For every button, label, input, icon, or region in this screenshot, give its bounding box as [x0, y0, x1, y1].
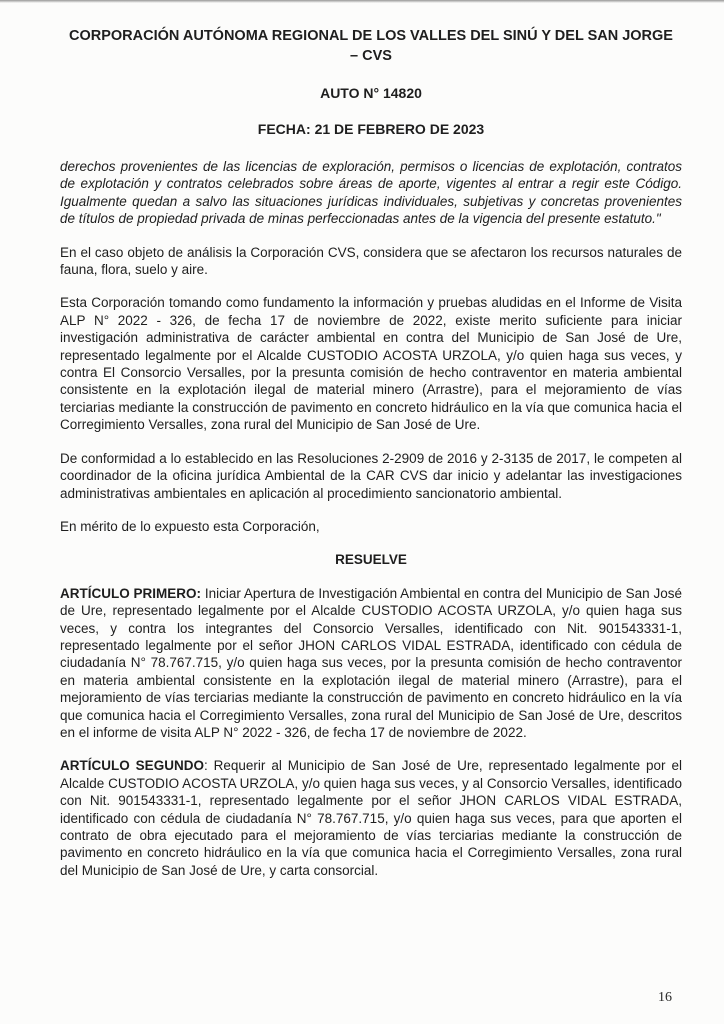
- articulo-primero-paragraph: [60, 585, 682, 742]
- quoted-statute-paragraph: derechos provenientes de las licencias de exploración, permisos o licencias de explotación, contratos de explotación y contratos celebrados sobre áreas de aporte, vigentes al entrar a regir este Código. Igualmente quedan a salvo las situaciones jurídicas individuales, subjetivas y concretas provenientes de títulos de propiedad privada de minas perfeccionadas antes de la vigencia del presente estatuto.": [60, 159, 682, 227]
- articulo-segundo-paragraph: [60, 757, 682, 879]
- articulo-primero-label: ARTÍCULO PRIMERO:: [60, 585, 202, 601]
- scan-top-edge-artifact: [0, 0, 724, 3]
- merit-paragraph: En mérito de lo expuesto esta Corporación,: [60, 518, 320, 534]
- conformity-paragraph: De conformidad a lo establecido en las Resoluciones 2-2909 de 2016 y 2-3135 de 2017, le competen al coordinador de la oficina jurídica Ambiental de la CAR CVS dar inicio y adelantar las investigaciones administrativas ambientales en aplicación al procedimiento sancionatorio ambiental.: [60, 450, 682, 501]
- auto-number-line: AUTO N° 14820: [320, 85, 422, 101]
- document-content: [60, 26, 682, 879]
- foundation-paragraph: Esta Corporación tomando como fundamento la información y pruebas aludidas en el Informe de Visita ALP N° 2022 - 326, de fecha 17 de noviembre de 2022, existe merito suficiente para iniciar investigación administrativa de carácter ambiental en contra del Municipio de San José de Ure, representado legalmente por el Alcalde CUSTODIO ACOSTA URZOLA, y/o quien haga sus veces, y contra El Consorcio Versalles, por la presunta comisión de hecho contraventor en materia ambiental consistente en la explotación ilegal de material minero (Arrastre), para el mejoramiento de vías terciarias mediante la construcción de pavimento en concreto hidráulico en la vía que comunica hacia el Corregimiento Versalles, zona rural del Municipio de San José de Ure.: [60, 295, 682, 433]
- analysis-paragraph: En el caso objeto de análisis la Corporación CVS, considera que se afectaron los recursos naturales de fauna, flora, suelo y aire.: [60, 244, 682, 278]
- page-number: 16: [658, 990, 672, 1005]
- document-date-line: FECHA: 21 DE FEBRERO DE 2023: [257, 121, 485, 137]
- resuelve-heading: RESUELVE: [335, 552, 407, 568]
- articulo-segundo-label: ARTÍCULO SEGUNDO: [60, 758, 204, 774]
- document-header: [60, 26, 682, 137]
- articulo-primero-text: Iniciar Apertura de Investigación Ambiental en contra del Municipio de San José de Ure, representado legalmente por el Alcalde CUSTODIO ACOSTA URZOLA, y/o quien haga sus veces, y contra los integrantes del Consorcio Versalles, identificado con Nit. 901543331-1, representado legalmente por el señor JHON CARLOS VIDAL ESTRADA, identificado con cédula de ciudadanía N° 78.767.715, y/o quien haga sus veces, por la presunta comisión de hecho contraventor en materia ambiental consistente en la explotación ilegal de material minero (Arrastre), para el mejoramiento de vías terciarias mediante la construcción de pavimento en concreto hidráulico en la vía que comunica hacia el Corregimiento Versalles, zona rural del Municipio de San José de Ure, descritos en el informe de visita ALP N° 2022 - 326, de fecha 17 de noviembre de 2022.: [60, 585, 682, 740]
- articulo-segundo-text: : Requerir al Municipio de San José de Ure, representado legalmente por el Alcalde CUSTODIO ACOSTA URZOLA, y/o quien haga sus veces, y al Consorcio Versalles, identificado con Nit. 901543331-1, representado legalmente por el señor JHON CARLOS VIDAL ESTRADA, identificado con cédula de ciudadanía N° 78.767.715, y/o quien haga sus veces, para que aporten el contrato de obra ejecutado para el mejoramiento de vías terciarias mediante la construcción de pavimento en concreto hidráulico en la vía que comunica hacia el Corregimiento Versalles, zona rural del Municipio de San José de Ure, y carta consorcial.: [60, 758, 683, 878]
- organization-title: CORPORACIÓN AUTÓNOMA REGIONAL DE LOS VALLES DEL SINÚ Y DEL SAN JORGE – CVS: [69, 28, 673, 64]
